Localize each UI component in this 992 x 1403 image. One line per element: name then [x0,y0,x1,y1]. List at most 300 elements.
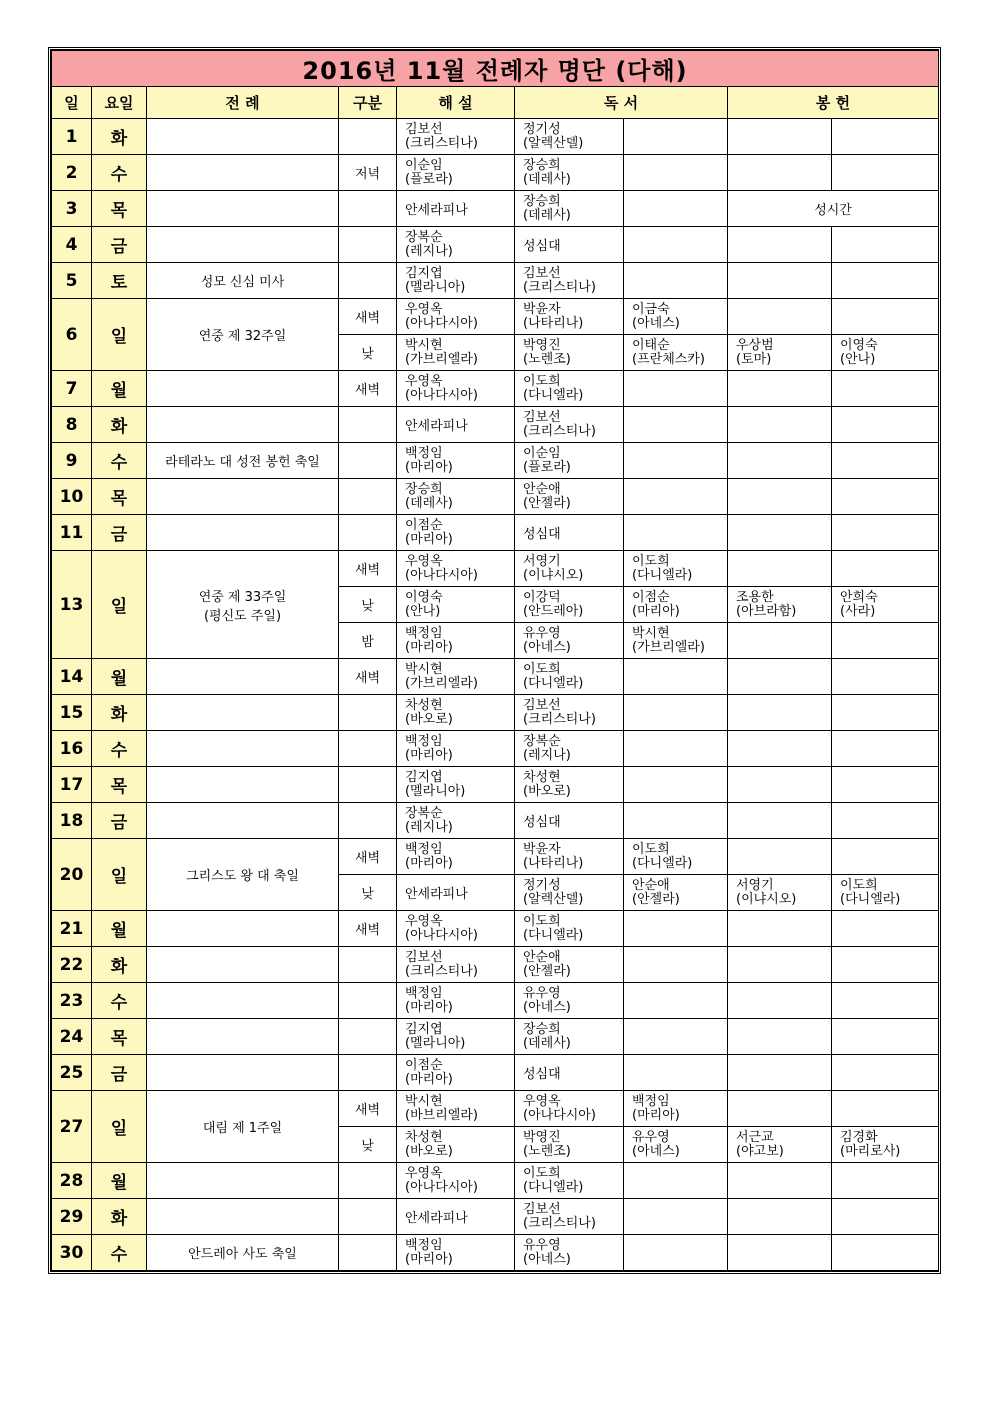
baptismal-name: (플로라) [405,171,453,187]
offering-cell [728,659,832,695]
reader-cell [515,119,624,155]
baptismal-name: (크리스티나) [523,423,596,439]
baptismal-name: (아나다시아) [405,387,478,403]
division-cell: 새벽 [339,1091,397,1127]
reader-cell [515,407,624,443]
reader-cell [624,875,728,911]
baptismal-name: (다니엘라) [840,891,901,907]
commentator-cell [397,299,515,335]
reader-cell [515,623,624,659]
division-cell [339,731,397,767]
day-cell: 10 [52,479,92,515]
reader-cell [515,1091,624,1127]
weekday-cell: 화 [92,119,147,155]
division-cell: 새벽 [339,551,397,587]
offering-cell [728,803,832,839]
offering-cell [728,155,832,191]
reader-cell [515,731,624,767]
day-cell: 2 [52,155,92,191]
baptismal-name: (안나) [840,351,876,367]
offering-cell [728,695,832,731]
reader-cell [624,1055,728,1091]
division-cell [339,803,397,839]
header-offering: 봉 헌 [728,87,939,119]
liturgy-cell [147,659,339,695]
liturgy-text: 라테라노 대 성전 봉헌 축일 [165,455,320,470]
division-cell: 낮 [339,875,397,911]
baptismal-name: (크리스티나) [405,135,478,151]
person-name: 우영옥 [405,301,443,317]
roster-table [51,50,939,1271]
liturgy-cell [147,407,339,443]
offering-cell [728,1163,832,1199]
weekday-cell: 토 [92,263,147,299]
liturgy-cell [147,1199,339,1235]
baptismal-name: (마리아) [632,1107,680,1123]
weekday-cell: 월 [92,371,147,407]
liturgy-cell [147,839,339,911]
day-cell: 23 [52,983,92,1019]
person-name: 정기성 [523,877,561,893]
person-name: 백정임 [632,1093,670,1109]
table-row [52,155,939,191]
commentator-cell [397,191,515,227]
person-name: 김지엽 [405,1021,443,1037]
commentator-cell [397,911,515,947]
weekday-cell: 월 [92,659,147,695]
commentator-cell [397,767,515,803]
weekday-cell: 일 [92,839,147,911]
day-cell: 15 [52,695,92,731]
offering-cell [832,119,939,155]
person-name: 성심대 [523,1067,561,1082]
baptismal-name: (레지나) [405,819,453,835]
weekday-cell: 목 [92,191,147,227]
offering-cell [832,407,939,443]
reader-cell [515,767,624,803]
liturgy-cell [147,479,339,515]
liturgy-cell [147,155,339,191]
weekday-cell: 금 [92,227,147,263]
offering-cell [728,227,832,263]
commentator-cell [397,1235,515,1271]
reader-cell [624,1199,728,1235]
person-name: 백정임 [405,1237,443,1253]
liturgy-cell [147,731,339,767]
baptismal-name: (가브리엘라) [405,675,478,691]
offering-cell [832,839,939,875]
day-cell: 17 [52,767,92,803]
reader-cell [515,875,624,911]
person-name: 이순임 [405,157,443,173]
weekday-cell: 목 [92,767,147,803]
person-name: 김보선 [523,265,561,281]
offering-cell [728,1019,832,1055]
offering-cell [832,1127,939,1163]
table-row [52,443,939,479]
offering-cell [728,839,832,875]
day-cell: 21 [52,911,92,947]
reader-cell [624,911,728,947]
header-reader: 독 서 [515,87,728,119]
division-cell [339,1235,397,1271]
weekday-cell: 금 [92,1055,147,1091]
reader-cell [515,911,624,947]
person-name: 안순애 [523,481,561,497]
baptismal-name: (바브리엘라) [405,1107,478,1123]
baptismal-name: (안드레아) [523,603,584,619]
person-name: 이도희 [523,373,561,389]
offering-cell [728,479,832,515]
header-day: 일 [52,87,92,119]
reader-cell [515,1055,624,1091]
day-cell: 30 [52,1235,92,1271]
offering-cell [728,551,832,587]
person-name: 장복순 [405,229,443,245]
offering-cell [832,1091,939,1127]
reader-cell [624,659,728,695]
reader-cell [515,659,624,695]
offering-cell [832,1055,939,1091]
table-row [52,659,939,695]
offering-cell [832,983,939,1019]
division-cell [339,191,397,227]
person-name: 성심대 [523,239,561,254]
person-name: 안세라피나 [405,887,468,902]
reader-cell [624,767,728,803]
baptismal-name: (다니엘라) [523,675,584,691]
table-row [52,227,939,263]
person-name: 장복순 [405,805,443,821]
header-commentator: 해 설 [397,87,515,119]
liturgy-cell [147,1055,339,1091]
offering-cell [728,1199,832,1235]
offering-cell [728,263,832,299]
person-name: 우영옥 [405,1165,443,1181]
offering-cell [832,515,939,551]
offering-cell [832,299,939,335]
offering-cell: 성시간 [728,191,939,227]
offering-cell [728,875,832,911]
baptismal-name: (아네스) [523,1251,571,1267]
baptismal-name: (멜라니아) [405,279,466,295]
day-cell: 14 [52,659,92,695]
reader-cell [624,119,728,155]
commentator-cell [397,407,515,443]
reader-cell [624,623,728,659]
person-name: 백정임 [405,841,443,857]
weekday-cell: 월 [92,1163,147,1199]
person-name: 조용한 [736,589,774,605]
baptismal-name: (마리아) [405,1071,453,1087]
reader-cell [624,983,728,1019]
offering-cell [728,623,832,659]
baptismal-name: (레지나) [405,243,453,259]
baptismal-name: (노렌조) [523,351,571,367]
offering-cell [728,371,832,407]
commentator-cell [397,263,515,299]
division-cell [339,767,397,803]
offering-cell [832,803,939,839]
table-row [52,407,939,443]
baptismal-name: (나타리나) [523,855,584,871]
liturgy-cell [147,515,339,551]
roster-document [48,47,941,1274]
division-cell [339,443,397,479]
reader-cell [515,983,624,1019]
baptismal-name: (이냐시오) [523,567,584,583]
weekday-cell: 월 [92,911,147,947]
offering-cell [728,983,832,1019]
weekday-cell: 수 [92,155,147,191]
offering-cell [832,155,939,191]
baptismal-name: (노렌조) [523,1143,571,1159]
division-cell [339,227,397,263]
person-name: 박시현 [405,1093,443,1109]
baptismal-name: (알렉산델) [523,891,584,907]
liturgy-text: 안드레아 사도 축일 [188,1247,297,1262]
baptismal-name: (멜라니아) [405,1035,466,1051]
offering-cell [832,371,939,407]
person-name: 서근교 [736,1129,774,1145]
reader-cell [624,1235,728,1271]
person-name: 김지엽 [405,265,443,281]
offering-cell [728,335,832,371]
baptismal-name: (프란체스카) [632,351,705,367]
baptismal-name: (안나) [405,603,441,619]
person-name: 이점순 [405,517,443,533]
reader-cell [624,1019,728,1055]
commentator-cell [397,443,515,479]
offering-cell [832,551,939,587]
table-row [52,479,939,515]
person-name: 안희숙 [840,589,878,605]
commentator-cell [397,803,515,839]
division-cell [339,263,397,299]
reader-cell [624,479,728,515]
liturgy-text: 성모 신심 미사 [200,275,285,290]
person-name: 차성현 [405,1129,443,1145]
division-cell [339,947,397,983]
baptismal-name: (아나다시아) [523,1107,596,1123]
liturgy-text: 대림 제 1주일 [202,1121,283,1136]
liturgy-subtext: (평신도 주일) [203,608,282,624]
baptismal-name: (토마) [736,351,772,367]
offering-cell [728,1091,832,1127]
weekday-cell: 금 [92,803,147,839]
person-name: 서영기 [523,553,561,569]
person-name: 차성현 [523,769,561,785]
reader-cell [515,1019,624,1055]
liturgy-cell [147,695,339,731]
table-row [52,695,939,731]
table-row [52,119,939,155]
liturgy-text: 그리스도 왕 대 축일 [186,869,299,884]
reader-cell [624,1127,728,1163]
offering-cell [832,695,939,731]
day-cell: 22 [52,947,92,983]
person-name: 이도희 [840,877,878,893]
offering-cell [728,1235,832,1271]
offering-cell [832,263,939,299]
table-row [52,839,939,875]
liturgy-cell [147,767,339,803]
baptismal-name: (이냐시오) [736,891,797,907]
reader-cell [515,371,624,407]
person-name: 우상범 [736,337,774,353]
person-name: 박영진 [523,337,561,353]
commentator-cell [397,839,515,875]
baptismal-name: (안젤라) [523,495,571,511]
commentator-cell [397,479,515,515]
person-name: 이영숙 [840,337,878,353]
commentator-cell [397,587,515,623]
weekday-cell: 목 [92,1019,147,1055]
table-row [52,731,939,767]
offering-cell [832,911,939,947]
person-name: 이태순 [632,337,670,353]
table-row [52,1019,939,1055]
liturgy-cell [147,299,339,371]
division-cell [339,983,397,1019]
division-cell: 새벽 [339,839,397,875]
weekday-cell: 수 [92,1235,147,1271]
commentator-cell [397,227,515,263]
reader-cell [515,155,624,191]
liturgy-text: 연중 제 32주일 [198,329,287,344]
offering-cell [728,1127,832,1163]
offering-cell [832,1019,939,1055]
baptismal-name: (크리스티나) [523,279,596,295]
baptismal-name: (아나다시아) [405,927,478,943]
weekday-cell: 화 [92,947,147,983]
division-cell [339,1163,397,1199]
reader-cell [515,335,624,371]
liturgy-cell [147,1163,339,1199]
reader-cell [515,803,624,839]
offering-cell [832,587,939,623]
reader-cell [624,515,728,551]
table-row [52,515,939,551]
commentator-cell [397,983,515,1019]
baptismal-name: (레지나) [523,747,571,763]
person-name: 박시현 [405,661,443,677]
person-name: 이영숙 [405,589,443,605]
liturgy-text: 연중 제 33주일 [198,589,287,605]
reader-cell [515,839,624,875]
day-cell: 20 [52,839,92,911]
baptismal-name: (마리아) [405,1251,453,1267]
commentator-cell [397,155,515,191]
reader-cell [515,1127,624,1163]
baptismal-name: (알렉산델) [523,135,584,151]
reader-cell [624,803,728,839]
person-name: 서영기 [736,877,774,893]
commentator-cell [397,1163,515,1199]
person-name: 안세라피나 [405,419,468,434]
person-name: 유우영 [523,1237,561,1253]
baptismal-name: (가브리엘라) [405,351,478,367]
baptismal-name: (데레사) [523,1035,571,1051]
person-name: 장승희 [523,1021,561,1037]
person-name: 김보선 [405,121,443,137]
person-name: 안세라피나 [405,1211,468,1226]
baptismal-name: (마리아) [405,747,453,763]
table-row [52,983,939,1019]
reader-cell [624,731,728,767]
baptismal-name: (아나다시아) [405,567,478,583]
person-name: 성심대 [523,527,561,542]
reader-cell [624,263,728,299]
day-cell: 7 [52,371,92,407]
table-row [52,1199,939,1235]
person-name: 김지엽 [405,769,443,785]
baptismal-name: (마리아) [405,855,453,871]
reader-cell [515,515,624,551]
baptismal-name: (다니엘라) [523,1179,584,1195]
table-row [52,911,939,947]
offering-cell [728,443,832,479]
commentator-cell [397,623,515,659]
day-cell: 13 [52,551,92,659]
division-cell [339,1055,397,1091]
person-name: 박윤자 [523,841,561,857]
person-name: 박영진 [523,1129,561,1145]
baptismal-name: (데레사) [523,171,571,187]
offering-cell [832,731,939,767]
reader-cell [624,1091,728,1127]
baptismal-name: (데레사) [523,207,571,223]
person-name: 김보선 [405,949,443,965]
reader-cell [624,695,728,731]
person-name: 박시현 [632,625,670,641]
reader-cell [624,407,728,443]
table-row [52,551,939,587]
weekday-cell: 화 [92,407,147,443]
person-name: 백정임 [405,985,443,1001]
person-name: 김보선 [523,409,561,425]
liturgy-cell [147,191,339,227]
offering-cell [832,479,939,515]
person-name: 박시현 [405,337,443,353]
person-name: 박윤자 [523,301,561,317]
baptismal-name: (바오로) [405,1143,453,1159]
reader-cell [624,1163,728,1199]
person-name: 장복순 [523,733,561,749]
reader-cell [515,227,624,263]
baptismal-name: (다니엘라) [632,855,693,871]
reader-cell [515,191,624,227]
liturgy-cell [147,263,339,299]
weekday-cell: 금 [92,515,147,551]
baptismal-name: (마리아) [405,999,453,1015]
person-name: 장승희 [523,157,561,173]
table-row [52,803,939,839]
person-name: 이점순 [632,589,670,605]
person-name: 이순임 [523,445,561,461]
commentator-cell [397,1091,515,1127]
table-row [52,1055,939,1091]
commentator-cell [397,731,515,767]
table-row [52,767,939,803]
division-cell [339,695,397,731]
offering-cell [832,227,939,263]
baptismal-name: (야고보) [736,1143,784,1159]
person-name: 유우영 [632,1129,670,1145]
division-cell [339,515,397,551]
division-cell [339,1199,397,1235]
liturgy-cell [147,371,339,407]
